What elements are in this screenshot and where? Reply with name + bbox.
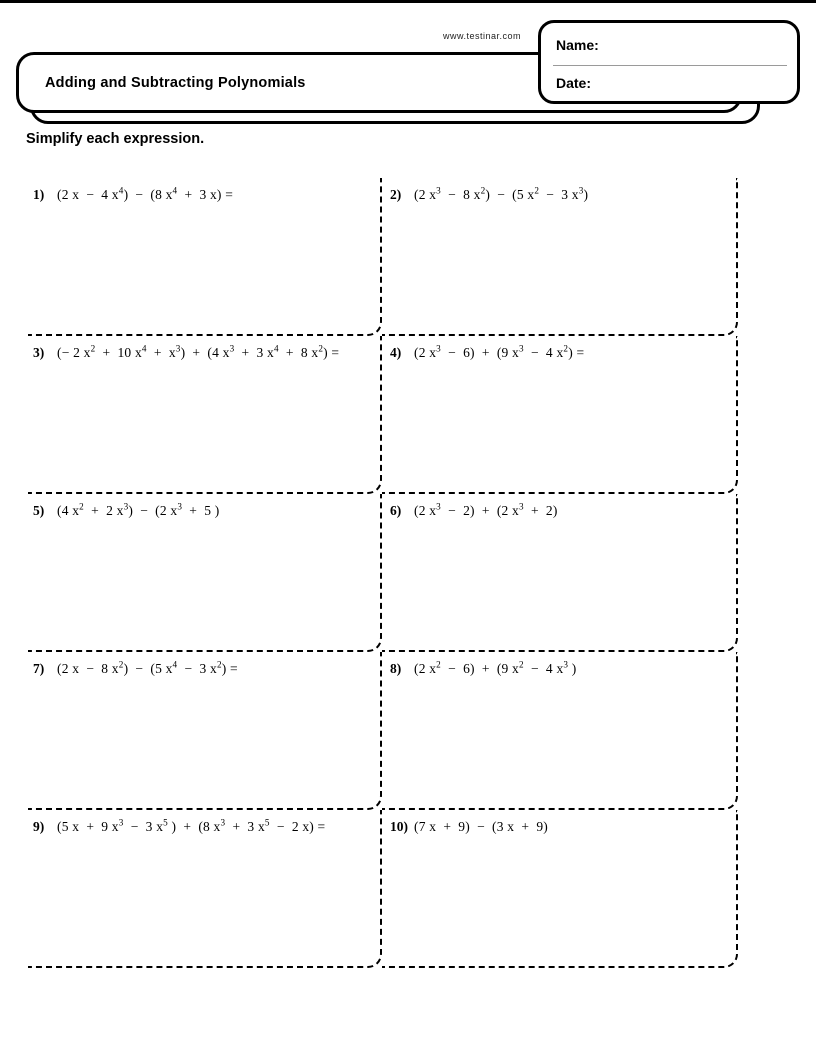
problem-expression: (2 x − 8 $x^2) - (5$ $x^4 - 3$ $x^2$) = [57,659,238,676]
problem-cell [382,652,738,810]
problem-number: 6) [390,503,402,518]
problems-grid [28,178,738,968]
problem-cell [28,178,382,336]
problem-number: 5) [33,503,45,518]
name-fill-line [553,65,787,66]
problem-number: 2) [390,187,402,202]
problem-expression: (2 $x^3 - 8$ $x^2) - (5$ $x^2 - 3$ $x^3$) [414,185,589,202]
problem-cell [382,336,738,494]
site-url: www.testinar.com [443,31,522,41]
name-date-box [538,20,800,104]
problem-number: 4) [390,345,402,360]
problem-number: 3) [33,345,45,360]
problem-expression: (2 x − 4 $x^4) - (8$ $x^4 + 3$ x) = [57,185,234,202]
problem-number: 8) [390,661,402,676]
problem-number: 7) [33,661,45,676]
problem-expression: (5 x + 9 $x^3 - 3$ $x^5$ ) + (8 $x^3 + 3$ $x^5 - 2$ x) = [57,817,326,834]
problem-expression: (2 $x^3 - 2) + (2$ $x^3 + 2$) [414,501,558,518]
problem-number: 10) [390,819,408,834]
page-top-border [0,0,816,3]
date-label: Date: [556,75,592,91]
problem-expression: (7 x + 9) − (3 x + 9) [414,819,548,834]
problem-cell [382,178,738,336]
problem-expression: (4 $x^2 + 2$ $x^3) - (2$ $x^3 + 5$ ) [57,501,220,518]
problem-cell [28,810,382,968]
problem-expression: (2 $x^3 - 6) + (9$ $x^3 - 4$ $x^2$) = [414,343,585,360]
worksheet-title: Adding and Subtracting Polynomials [45,74,306,91]
problem-cell [28,652,382,810]
problem-cell [382,494,738,652]
problem-number: 1) [33,187,45,202]
problem-expression: (− 2 $x^2 + 10$ $x^4 + x^3) + (4$ $x^3 + 3$ $x^4 + 8$ $x^2$) = [57,343,340,360]
problem-cell [28,336,382,494]
problem-expression: (2 $x^2 - 6) + (9$ $x^2 - 4$ $x^3$ ) [414,659,577,676]
problem-number: 9) [33,819,45,834]
name-label: Name: [556,37,599,53]
problem-cell [382,810,738,968]
instruction-text: Simplify each expression. [26,131,205,147]
problem-cell [28,494,382,652]
